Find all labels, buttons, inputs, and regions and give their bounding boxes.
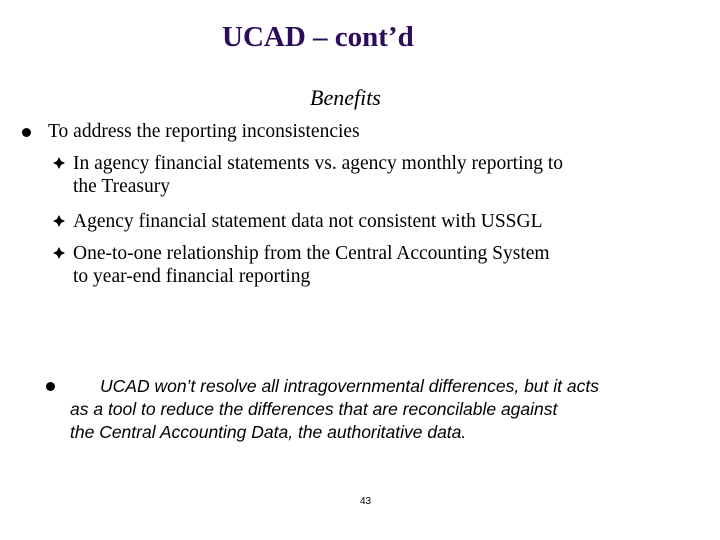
sub-item-line: Agency financial statement data not consistent with USSGL (73, 211, 543, 232)
diamond-bullet-icon (53, 215, 65, 227)
page-number: 43 (360, 496, 372, 507)
paragraph-line: UCAD won’t resolve all intragovernmental differences, but it acts (100, 376, 599, 396)
diamond-bullet-icon (53, 247, 65, 259)
slide-title: UCAD – cont’d (222, 21, 414, 53)
sub-item-line: One-to-one relationship from the Central Accounting System (73, 243, 550, 264)
sub-item-text (73, 242, 550, 288)
bullet-icon (22, 128, 31, 137)
bullet-icon (46, 382, 55, 391)
bullet-text: To address the reporting inconsistencies (48, 121, 360, 142)
sub-item-text (73, 210, 543, 233)
slide-subtitle: Benefits (310, 85, 381, 110)
paragraph-line: the Central Accounting Data, the authoritative data. (70, 422, 467, 442)
diamond-bullet-icon (53, 157, 65, 169)
sub-item-text (73, 152, 563, 198)
sub-item-line: the Treasury (73, 176, 170, 197)
italic-paragraph (70, 375, 690, 444)
sub-item-line: to year-end financial reporting (73, 266, 311, 287)
sub-item-line: In agency financial statements vs. agency monthly reporting to (73, 153, 564, 174)
paragraph-line: as a tool to reduce the differences that are reconcilable against (70, 399, 558, 419)
